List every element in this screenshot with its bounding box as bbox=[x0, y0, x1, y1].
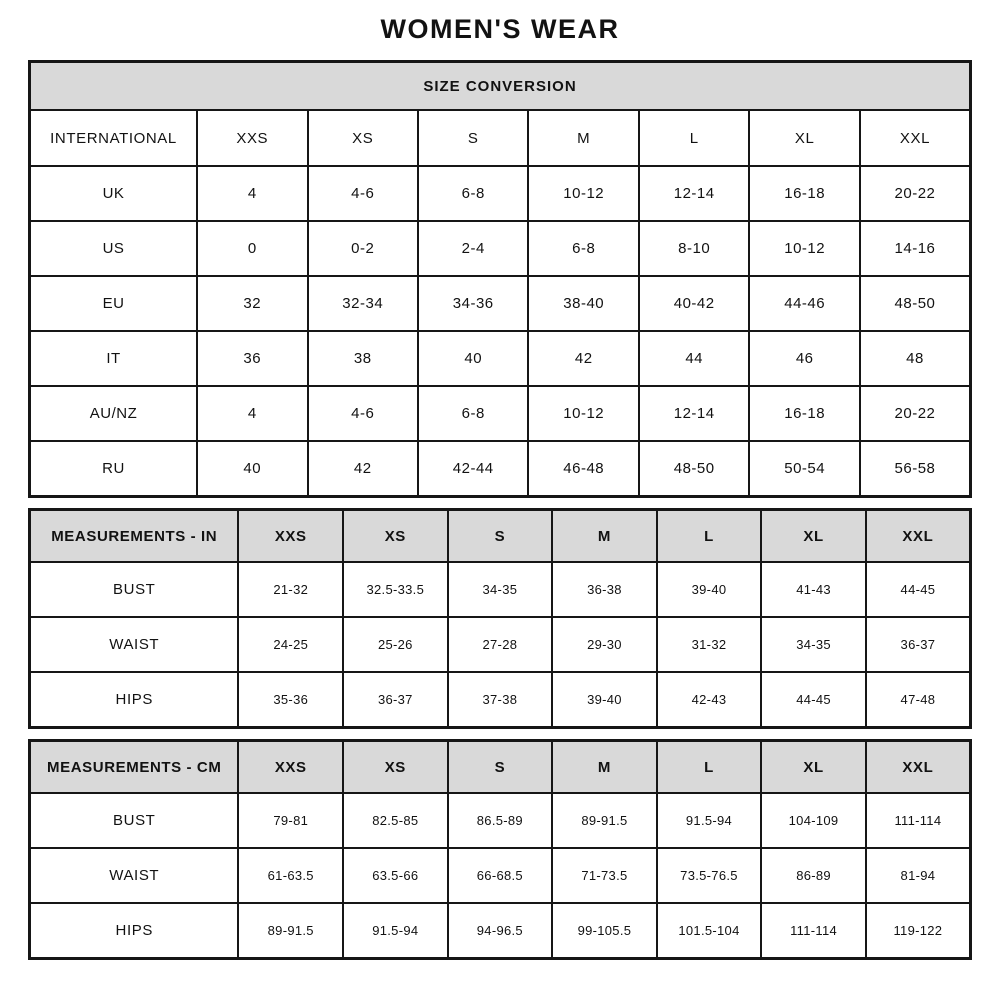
table-cell: 12-14 bbox=[639, 166, 749, 221]
measurements-cm-table bbox=[28, 739, 972, 960]
table-cell: 6-8 bbox=[418, 166, 528, 221]
table-banner-row bbox=[30, 62, 971, 111]
table-cell: 20-22 bbox=[860, 166, 971, 221]
table-cell: 44 bbox=[639, 331, 749, 386]
table-cell: 34-35 bbox=[761, 617, 866, 672]
table-cell: 40-42 bbox=[639, 276, 749, 331]
table-cell: 21-32 bbox=[238, 562, 343, 617]
page-title: WOMEN'S WEAR bbox=[380, 14, 620, 44]
column-header-m: M bbox=[552, 510, 657, 563]
table-cell: 47-48 bbox=[866, 672, 971, 728]
table-cell: 61-63.5 bbox=[238, 848, 343, 903]
column-header-row bbox=[30, 741, 971, 794]
table-cell: 46-48 bbox=[528, 441, 638, 497]
table-cell: 6-8 bbox=[528, 221, 638, 276]
table-cell: 38-40 bbox=[528, 276, 638, 331]
table-cell: 91.5-94 bbox=[343, 903, 448, 959]
table-row-hips-cm bbox=[30, 903, 971, 959]
table-cell: 91.5-94 bbox=[657, 793, 762, 848]
column-header-international: INTERNATIONAL bbox=[30, 110, 198, 166]
table-cell: 71-73.5 bbox=[552, 848, 657, 903]
table-cell: 41-43 bbox=[761, 562, 866, 617]
row-label: HIPS bbox=[30, 672, 239, 728]
column-header-xxl: XXL bbox=[866, 510, 971, 563]
table-cell: 42-43 bbox=[657, 672, 762, 728]
table-cell: 32.5-33.5 bbox=[343, 562, 448, 617]
table-cell: 101.5-104 bbox=[657, 903, 762, 959]
row-label: HIPS bbox=[30, 903, 239, 959]
measurements-cm-title: MEASUREMENTS - CM bbox=[30, 741, 239, 794]
table-cell: 66-68.5 bbox=[448, 848, 553, 903]
table-cell: 44-45 bbox=[761, 672, 866, 728]
table-cell: 31-32 bbox=[657, 617, 762, 672]
table-cell: 82.5-85 bbox=[343, 793, 448, 848]
table-cell: 2-4 bbox=[418, 221, 528, 276]
table-cell: 81-94 bbox=[866, 848, 971, 903]
column-header-xxl: XXL bbox=[866, 741, 971, 794]
table-cell: 39-40 bbox=[552, 672, 657, 728]
table-row-it bbox=[30, 331, 971, 386]
table-cell: 36-38 bbox=[552, 562, 657, 617]
table-cell: 32-34 bbox=[308, 276, 418, 331]
table-cell: 99-105.5 bbox=[552, 903, 657, 959]
table-cell: 50-54 bbox=[749, 441, 859, 497]
table-cell: 40 bbox=[197, 441, 307, 497]
column-header-xl: XL bbox=[761, 510, 866, 563]
table-cell: 42 bbox=[528, 331, 638, 386]
table-cell: 32 bbox=[197, 276, 307, 331]
table-row-ru bbox=[30, 441, 971, 497]
table-cell: 111-114 bbox=[761, 903, 866, 959]
table-row-us bbox=[30, 221, 971, 276]
table-cell: 56-58 bbox=[860, 441, 971, 497]
column-header-xl: XL bbox=[749, 110, 859, 166]
row-label: AU/NZ bbox=[30, 386, 198, 441]
table-cell: 36 bbox=[197, 331, 307, 386]
table-row-bust-in bbox=[30, 562, 971, 617]
table-cell: 6-8 bbox=[418, 386, 528, 441]
column-header-row bbox=[30, 110, 971, 166]
row-label: US bbox=[30, 221, 198, 276]
table-cell: 24-25 bbox=[238, 617, 343, 672]
column-header-m: M bbox=[528, 110, 638, 166]
table-cell: 37-38 bbox=[448, 672, 553, 728]
table-cell: 4 bbox=[197, 166, 307, 221]
table-cell: 86.5-89 bbox=[448, 793, 553, 848]
table-cell: 42 bbox=[308, 441, 418, 497]
table-row-bust-cm bbox=[30, 793, 971, 848]
column-header-l: L bbox=[639, 110, 749, 166]
table-cell: 89-91.5 bbox=[238, 903, 343, 959]
column-header-xxs: XXS bbox=[238, 510, 343, 563]
row-label: RU bbox=[30, 441, 198, 497]
table-cell: 86-89 bbox=[761, 848, 866, 903]
table-cell: 79-81 bbox=[238, 793, 343, 848]
row-label: EU bbox=[30, 276, 198, 331]
table-cell: 40 bbox=[418, 331, 528, 386]
table-cell: 4 bbox=[197, 386, 307, 441]
column-header-l: L bbox=[657, 510, 762, 563]
row-label: UK bbox=[30, 166, 198, 221]
table-cell: 111-114 bbox=[866, 793, 971, 848]
table-cell: 25-26 bbox=[343, 617, 448, 672]
table-cell: 73.5-76.5 bbox=[657, 848, 762, 903]
table-cell: 20-22 bbox=[860, 386, 971, 441]
table-cell: 0-2 bbox=[308, 221, 418, 276]
table-cell: 39-40 bbox=[657, 562, 762, 617]
table-cell: 35-36 bbox=[238, 672, 343, 728]
column-header-xxs: XXS bbox=[238, 741, 343, 794]
table-cell: 27-28 bbox=[448, 617, 553, 672]
row-label: BUST bbox=[30, 793, 239, 848]
row-label: BUST bbox=[30, 562, 239, 617]
table-cell: 12-14 bbox=[639, 386, 749, 441]
column-header-l: L bbox=[657, 741, 762, 794]
table-row-hips-in bbox=[30, 672, 971, 728]
table-row-uk bbox=[30, 166, 971, 221]
column-header-s: S bbox=[448, 741, 553, 794]
table-cell: 38 bbox=[308, 331, 418, 386]
row-label: WAIST bbox=[30, 617, 239, 672]
column-header-m: M bbox=[552, 741, 657, 794]
column-header-s: S bbox=[418, 110, 528, 166]
table-cell: 10-12 bbox=[749, 221, 859, 276]
table-cell: 4-6 bbox=[308, 386, 418, 441]
table-cell: 14-16 bbox=[860, 221, 971, 276]
table-cell: 0 bbox=[197, 221, 307, 276]
table-cell: 42-44 bbox=[418, 441, 528, 497]
table-row-aunz bbox=[30, 386, 971, 441]
table-cell: 36-37 bbox=[343, 672, 448, 728]
table-cell: 29-30 bbox=[552, 617, 657, 672]
measurements-in-table bbox=[28, 508, 972, 729]
table-cell: 48 bbox=[860, 331, 971, 386]
column-header-xl: XL bbox=[761, 741, 866, 794]
column-header-xxs: XXS bbox=[197, 110, 307, 166]
table-cell: 8-10 bbox=[639, 221, 749, 276]
table-cell: 44-45 bbox=[866, 562, 971, 617]
column-header-xs: XS bbox=[343, 741, 448, 794]
table-cell: 104-109 bbox=[761, 793, 866, 848]
size-conversion-title: SIZE CONVERSION bbox=[30, 62, 971, 111]
column-header-xs: XS bbox=[343, 510, 448, 563]
table-cell: 10-12 bbox=[528, 166, 638, 221]
table-cell: 89-91.5 bbox=[552, 793, 657, 848]
column-header-xs: XS bbox=[308, 110, 418, 166]
row-label: WAIST bbox=[30, 848, 239, 903]
table-cell: 46 bbox=[749, 331, 859, 386]
table-row-eu bbox=[30, 276, 971, 331]
table-cell: 63.5-66 bbox=[343, 848, 448, 903]
column-header-row bbox=[30, 510, 971, 563]
table-cell: 94-96.5 bbox=[448, 903, 553, 959]
size-conversion-table bbox=[28, 60, 972, 498]
column-header-xxl: XXL bbox=[860, 110, 971, 166]
column-header-s: S bbox=[448, 510, 553, 563]
table-cell: 48-50 bbox=[860, 276, 971, 331]
row-label: IT bbox=[30, 331, 198, 386]
table-cell: 10-12 bbox=[528, 386, 638, 441]
table-row-waist-in bbox=[30, 617, 971, 672]
table-cell: 119-122 bbox=[866, 903, 971, 959]
table-cell: 44-46 bbox=[749, 276, 859, 331]
table-cell: 48-50 bbox=[639, 441, 749, 497]
table-cell: 4-6 bbox=[308, 166, 418, 221]
table-row-waist-cm bbox=[30, 848, 971, 903]
table-cell: 36-37 bbox=[866, 617, 971, 672]
table-cell: 34-35 bbox=[448, 562, 553, 617]
measurements-in-title: MEASUREMENTS - IN bbox=[30, 510, 239, 563]
table-cell: 16-18 bbox=[749, 166, 859, 221]
table-cell: 16-18 bbox=[749, 386, 859, 441]
table-cell: 34-36 bbox=[418, 276, 528, 331]
